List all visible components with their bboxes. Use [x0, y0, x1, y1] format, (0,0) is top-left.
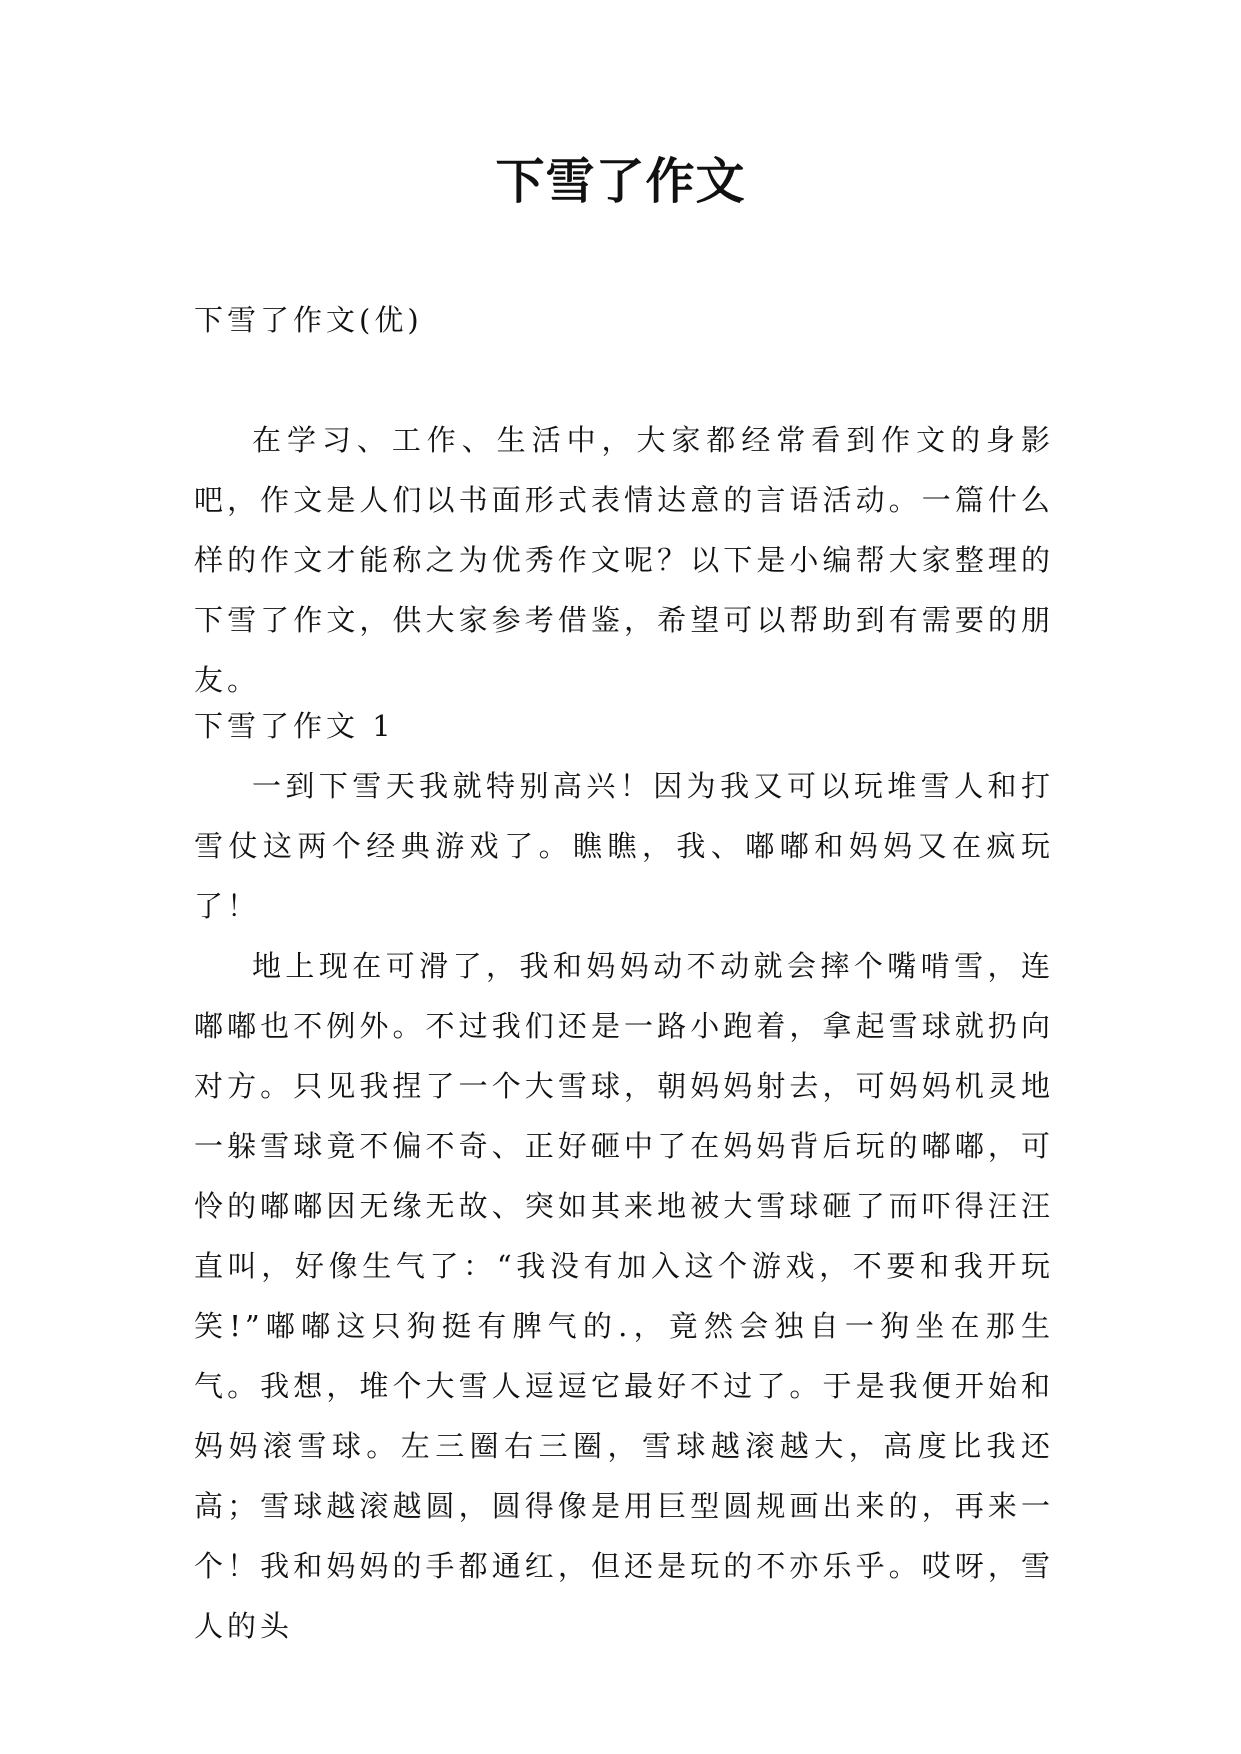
body-paragraph: 地上现在可滑了，我和妈妈动不动就会摔个嘴啃雪，连嘟嘟也不例外。不过我们还是一路小跑着，拿起雪球就扔向对方。只见我捏了一个大雪球，朝妈妈射去，可妈妈机灵地一躲雪球竟不偏不奇、正好砸中了在妈妈背后玩的嘟嘟，可怜的嘟嘟因无缘无故、突如其来地被大雪球砸了而吓得汪汪直叫，好像生气了：“我没有加入这个游戏，不要和我开玩笑!”嘟嘟这只狗挺有脾气的.，竟然会独自一狗坐在那生气。我想，堆个大雪人逗逗它最好不过了。于是我便开始和妈妈滚雪球。左三圈右三圈，雪球越滚越大，高度比我还高；雪球越滚越圆，圆得像是用巨型圆规画出来的，再来一个！我和妈妈的手都通红，但还是玩的不亦乐乎。哎呀，雪人的头	[194, 949, 1054, 1643]
section-title: 下雪了作文 1	[194, 709, 395, 743]
document-title: 下雪了作文	[495, 153, 746, 210]
intro-text: 在学习、工作、生活中，大家都经常看到作文的身影吧，作文是人们以书面形式表情达意的言语活动。一篇什么样的作文才能称之为优秀作文呢？以下是小编帮大家整理的下雪了作文，供大家参考借鉴，希望可以帮助到有需要的朋友。	[194, 423, 1054, 697]
intro-paragraph	[194, 410, 1054, 710]
document-subtitle: 下雪了作文(优)	[194, 303, 423, 337]
essay-body	[194, 756, 1054, 1656]
body-paragraph: 一到下雪天我就特别高兴！因为我又可以玩堆雪人和打雪仗这两个经典游戏了。瞧瞧，我、嘟嘟和妈妈又在疯玩了！	[194, 769, 1054, 923]
